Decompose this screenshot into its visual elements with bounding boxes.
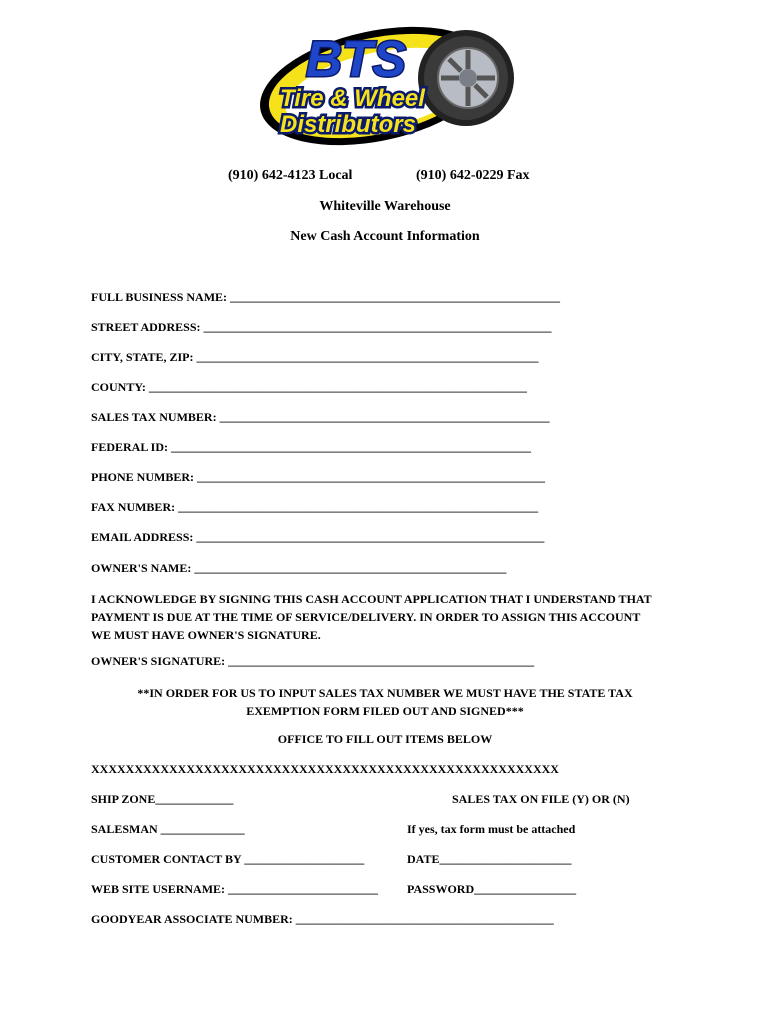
tax-form-note: If yes, tax form must be attached <box>407 822 576 836</box>
divider-x-line: XXXXXXXXXXXXXXXXXXXXXXXXXXXXXXXXXXXXXXXXXXXXXXXXXXXXXX <box>91 762 559 776</box>
acknowledgement-text: I ACKNOWLEDGE BY SIGNING THIS CASH ACCOUNT APPLICATION THAT I UNDERSTAND THAT PAYMENT IS DUE AT THE TIME OF SERVICE/DELIVERY. IN ORDER TO ASSIGN THIS ACCOUNT WE MUST HAVE OWNER'S SIGNATURE. <box>91 592 652 642</box>
logo-letters: BTS <box>306 31 406 87</box>
logo-line1: Tire & Wheel <box>280 85 425 112</box>
field-sales-tax-number[interactable]: SALES TAX NUMBER: _______________________________________________________ <box>91 410 550 424</box>
tax-exemption-note: **IN ORDER FOR US TO INPUT SALES TAX NUMBER WE MUST HAVE THE STATE TAX EXEMPTION FORM FILED OUT AND SIGNED*** <box>137 686 633 718</box>
field-fax-number[interactable]: FAX NUMBER: ____________________________________________________________ <box>91 500 539 514</box>
field-business-name[interactable]: FULL BUSINESS NAME: _______________________________________________________ <box>91 290 561 304</box>
field-phone-number[interactable]: PHONE NUMBER: __________________________________________________________ <box>91 470 545 484</box>
field-web-username[interactable]: WEB SITE USERNAME: _________________________ <box>91 882 379 896</box>
field-ship-zone[interactable]: SHIP ZONE_____________ <box>91 792 234 806</box>
phone-fax: (910) 642-0229 Fax <box>416 168 530 183</box>
tire-icon <box>418 30 514 126</box>
form-title: New Cash Account Information <box>290 229 480 244</box>
warehouse-location: Whiteville Warehouse <box>319 199 451 214</box>
office-heading: OFFICE TO FILL OUT ITEMS BELOW <box>277 732 493 746</box>
field-customer-contact[interactable]: CUSTOMER CONTACT BY ____________________ <box>91 852 365 866</box>
field-owner-signature[interactable]: OWNER'S SIGNATURE: ___________________________________________________ <box>91 654 535 668</box>
field-city-state-zip[interactable]: CITY, STATE, ZIP: _________________________________________________________ <box>91 350 539 364</box>
logo-line2: Distributors <box>280 111 417 138</box>
field-federal-id[interactable]: FEDERAL ID: ____________________________________________________________ <box>91 440 532 454</box>
bts-tire-wheel-logo <box>258 14 520 154</box>
field-email-address[interactable]: EMAIL ADDRESS: __________________________________________________________ <box>91 530 545 544</box>
field-sales-tax-on-file[interactable]: SALES TAX ON FILE (Y) OR (N) <box>452 792 630 806</box>
field-county[interactable]: COUNTY: _______________________________________________________________ <box>91 380 527 394</box>
field-password[interactable]: PASSWORD_________________ <box>407 882 577 896</box>
field-salesman[interactable]: SALESMAN ______________ <box>91 822 245 836</box>
field-owner-name[interactable]: OWNER'S NAME: ____________________________________________________ <box>91 561 507 575</box>
phone-local: (910) 642-4123 Local <box>228 168 353 183</box>
field-date[interactable]: DATE______________________ <box>407 852 572 866</box>
field-goodyear-associate[interactable]: GOODYEAR ASSOCIATE NUMBER: ___________________________________________ <box>91 912 554 926</box>
field-street-address[interactable]: STREET ADDRESS: __________________________________________________________ <box>91 320 552 334</box>
